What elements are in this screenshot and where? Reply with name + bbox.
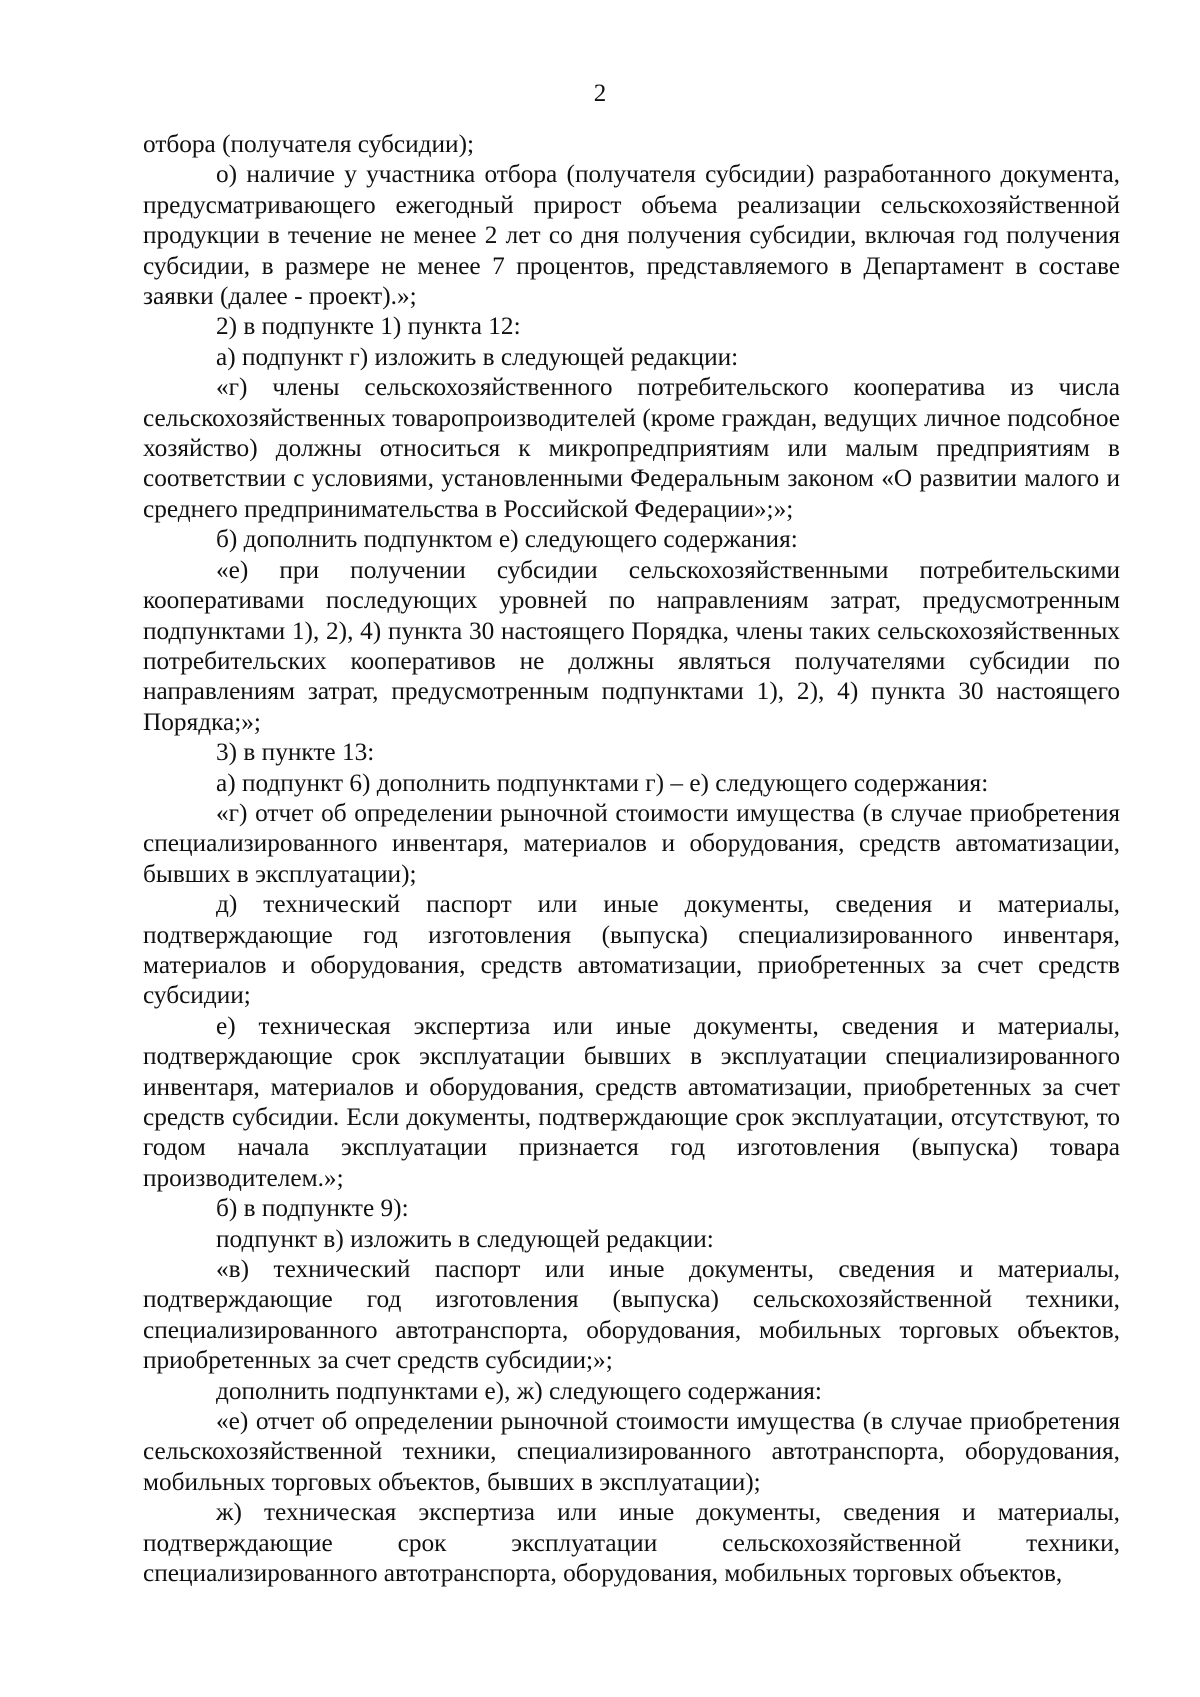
paragraph: «г) члены сельскохозяйственного потребительского кооператива из числа сельскохозяйственных товаропроизводителей (кроме граждан, ведущих личное подсобное хозяйство) должны относиться к микропредприятиям или малым предприятиям в соответствии с условиями, установленными Федеральным законом «О развитии малого и среднего предпринимательства в Российской Федерации»;»; [143, 373, 1120, 523]
paragraph: дополнить подпунктами е), ж) следующего содержания: [216, 1376, 822, 1405]
page-number: 2 [593, 80, 607, 107]
paragraph: а) подпункт г) изложить в следующей редакции: [216, 342, 739, 371]
paragraph: ж) техническая экспертиза или иные документы, сведения и материалы, подтверждающие срок эксплуатации сельскохозяйственной техники, специализированного автотранспорта, оборудования, мобильных торговых объектов, [143, 1498, 1120, 1588]
paragraph: «е) при получении субсидии сельскохозяйственными потребительскими кооперативами последующих уровней по направлениям затрат, предусмотренным подпунктами 1), 2), 4) пункта 30 настоящего Порядка, члены таких сельскохозяйственных потребительских кооперативов не должны являться получателями субсидии по направлениям затрат, предусмотренным подпунктами 1), 2), 4) пункта 30 настоящего Порядка;»; [143, 555, 1120, 736]
paragraph: б) дополнить подпунктом е) следующего содержания: [216, 525, 798, 554]
paragraph: «в) технический паспорт или иные документы, сведения и материалы, подтверждающие год изготовления (выпуска) сельскохозяйственной техники, специализированного автотранспорта, оборудования, мобильных торговых объектов, приобретенных за счет средств субсидии;»; [143, 1255, 1120, 1375]
paragraph: отбора (получателя субсидии); [143, 130, 475, 158]
paragraph: б) в подпункте 9): [216, 1194, 409, 1223]
document-body [143, 129, 1120, 1589]
paragraph: «е) отчет об определении рыночной стоимости имущества (в случае приобретения сельскохозяйственной техники, специализированного автотранспорта, оборудования, мобильных торговых объектов, бывших в эксплуатации); [143, 1407, 1120, 1496]
paragraph: е) техническая экспертиза или иные документы, сведения и материалы, подтверждающие срок эксплуатации бывших в эксплуатации специализированного инвентаря, материалов и оборудования, средств автоматизации, приобретенных за счет средств субсидии. Если документы, подтверждающие срок эксплуатации, отсутствуют, то годом начала эксплуатации признается год изготовления (выпуска) товара производителем.»; [143, 1011, 1120, 1192]
paragraph: о) наличие у участника отбора (получателя субсидии) разработанного документа, предусматривающего ежегодный прирост объема реализации сельскохозяйственной продукции в течение не менее 2 лет со дня получения субсидии, включая год получения субсидии, в размере не менее 7 процентов, представляемого в Департамент в составе заявки (далее - проект).»; [143, 160, 1120, 311]
paragraph: 2) в подпункте 1) пункта 12: [216, 312, 521, 341]
paragraph: а) подпункт 6) дополнить подпунктами г) – е) следующего содержания: [216, 768, 989, 797]
paragraph: «г) отчет об определении рыночной стоимости имущества (в случае приобретения специализированного инвентаря, материалов и оборудования, средств автоматизации, бывших в эксплуатации); [143, 798, 1120, 888]
paragraph: подпункт в) изложить в следующей редакции: [216, 1224, 714, 1253]
paragraph: д) технический паспорт или иные документы, сведения и материалы, подтверждающие год изготовления (выпуска) специализированного инвентаря, материалов и оборудования, средств автоматизации, приобретенных за счет средств субсидии; [143, 890, 1120, 1010]
paragraph: 3) в пункте 13: [216, 738, 375, 767]
